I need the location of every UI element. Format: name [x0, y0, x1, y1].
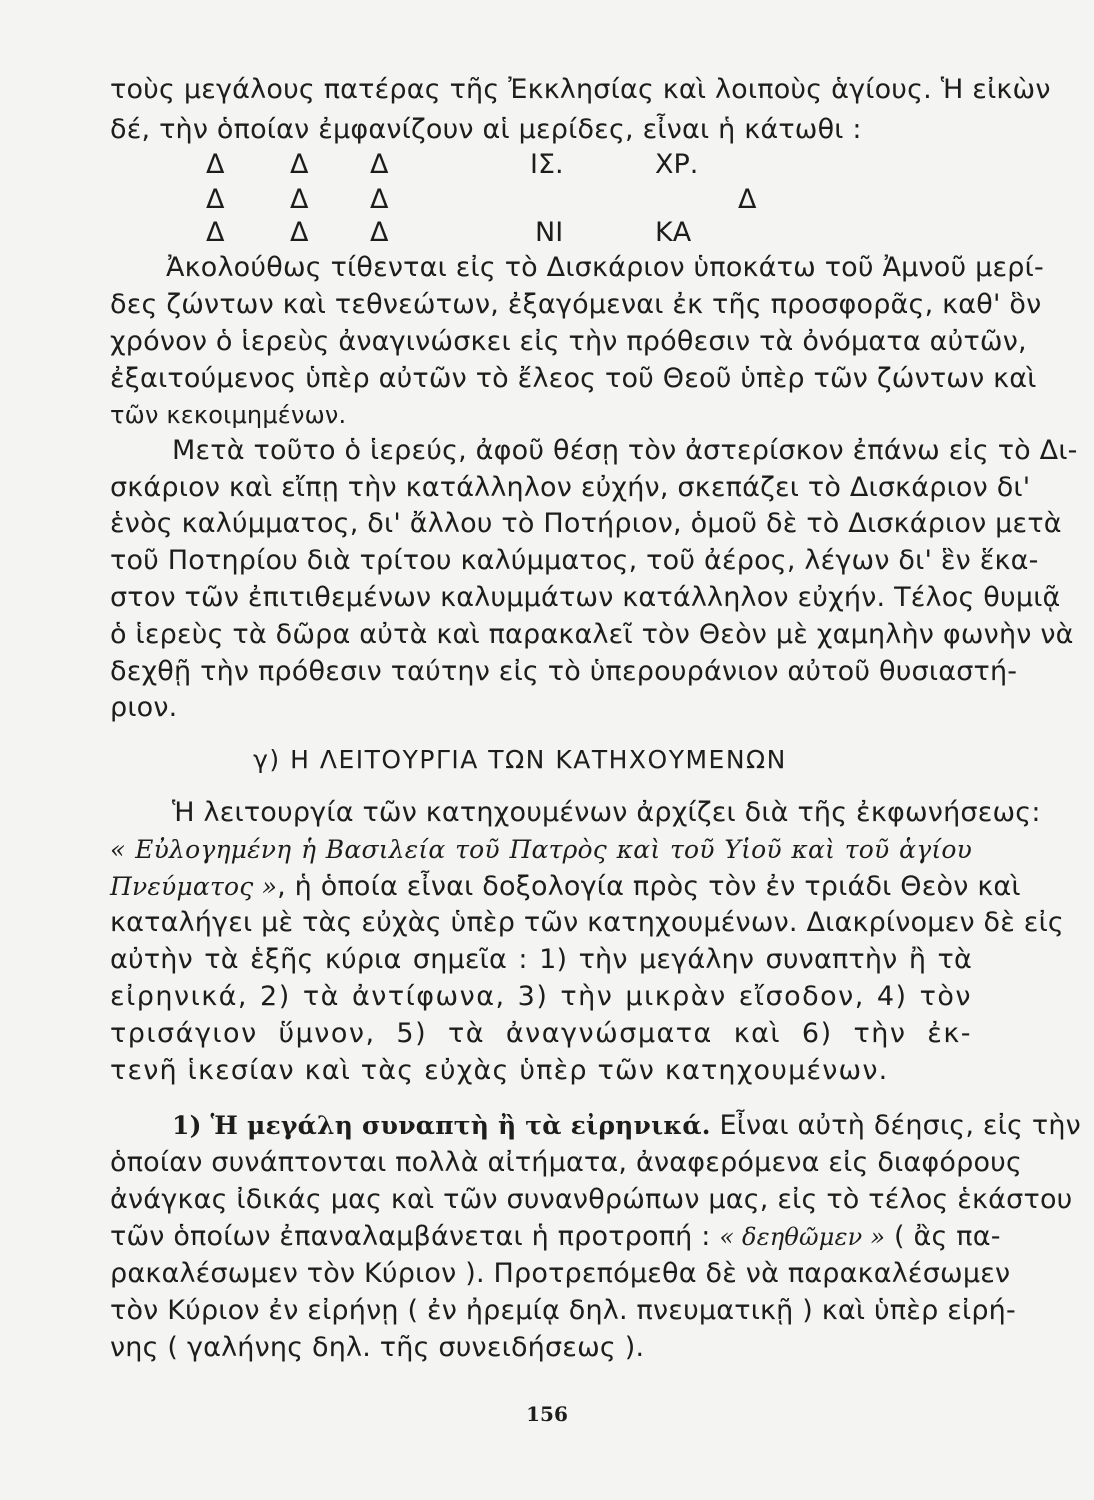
grid-cell: Δ [206, 149, 225, 180]
quote: « δεηθῶμεν » [719, 1223, 886, 1251]
text-line: ἐξαιτούμενος ὑπὲρ αὐτῶν τὸ ἔλεος τοῦ Θεοῦ ὑπὲρ τῶν ζώντων καὶ [110, 363, 1037, 394]
text-line: αὐτὴν τὰ ἑξῆς κύρια σημεῖα : 1) τὴν μεγάλην συναπτὴν ἢ τὰ [110, 944, 972, 975]
text-line: τὸν Κύριον ἐν εἰρήνῃ ( ἐν ἠρεμίᾳ δηλ. πνευματικῇ ) καὶ ὑπὲρ εἰρή- [110, 1295, 1016, 1326]
text-line: δεχθῇ τὴν πρόθεσιν ταύτην εἰς τὸ ὑπερουράνιον αὐτοῦ θυσιαστή- [110, 656, 1018, 687]
grid-cell: ΧΡ. [655, 149, 699, 180]
text-line: τενῆ ἱκεσίαν καὶ τὰς εὐχὰς ὑπὲρ τῶν κατηχουμένων. [110, 1055, 889, 1086]
text-line: τοὺς μεγάλους πατέρας τῆς Ἐκκλησίας καὶ λοιποὺς ἁγίους. Ἡ εἰκὼν [110, 74, 1051, 105]
grid-cell: Δ [370, 149, 389, 180]
grid-cell: ΙΣ. [530, 149, 564, 180]
grid-cell: ΚΑ [655, 217, 692, 248]
grid-cell: Δ [290, 184, 309, 215]
text-line: Μετὰ τοῦτο ὁ ἱερεύς, ἀφοῦ θέσῃ τὸν ἀστερίσκον ἐπάνω εἰς τὸ Δι- [172, 435, 1078, 466]
grid-cell: Δ [738, 184, 757, 215]
text-line: νης ( γαλήνης δηλ. τῆς συνειδήσεως ). [110, 1332, 645, 1363]
text-span: , ἡ ὁποία εἶναι δοξολογία πρὸς τὸν ἐν τριάδι Θεὸν καὶ [277, 871, 1021, 902]
text-span: τῶν ὁποίων ἐπαναλαμβάνεται ἡ προτροπή : [110, 1221, 720, 1252]
text-line: δες ζώντων καὶ τεθνεώτων, ἐξαγόμεναι ἐκ τῆς προσφορᾶς, καθ' ὃν [110, 289, 1042, 320]
grid-cell: Δ [290, 217, 309, 248]
text-line: δέ, τὴν ὁποίαν ἐμφανίζουν αἱ μερίδες, εἶναι ἡ κάτωθι : [110, 114, 862, 145]
text-line: ἑνὸς καλύμματος, δι' ἄλλου τὸ Ποτήριον, ὁμοῦ δὲ τὸ Δισκάριον μετὰ [110, 508, 1062, 539]
text-line: χρόνον ὁ ἱερεὺς ἀναγινώσκει εἰς τὴν πρόθεσιν τὰ ὀνόματα αὐτῶν, [110, 326, 1027, 357]
text-line: ριον. [110, 692, 178, 723]
text-line: Ἡ λειτουργία τῶν κατηχουμένων ἀρχίζει διὰ τῆς ἐκφωνήσεως: [172, 797, 1041, 828]
text-line [110, 1219, 1001, 1255]
quote-end: Πνεύματος » [110, 872, 278, 901]
text-line: εἰρηνικά, 2) τὰ ἀντίφωνα, 3) τὴν μικρὰν εἴσοδον, 4) τὸν [110, 981, 972, 1012]
page-number: 156 [526, 1402, 568, 1426]
text-line: τῶν κεκοιμημένων. [110, 401, 347, 429]
text-line: σκάριον καὶ εἴπῃ τὴν κατάλληλον εὐχήν, σκεπάζει τὸ Δισκάριον δι' [110, 472, 1031, 503]
subheading: 1) Ἡ μεγάλη συναπτὴ ἢ τὰ εἰρηνικά. [172, 1111, 711, 1140]
text-line: Ἀκολούθως τίθενται εἰς τὸ Δισκάριον ὑποκάτω τοῦ Ἀμνοῦ μερί- [166, 252, 1044, 283]
text-line [172, 1108, 1081, 1144]
grid-cell: ΝΙ [535, 217, 564, 248]
text-line: ἀνάγκας ἰδικάς μας καὶ τῶν συνανθρώπων μας, εἰς τὸ τέλος ἑκάστου [110, 1184, 1073, 1215]
grid-cell: Δ [206, 217, 225, 248]
text-line: ὁποίαν συνάπτονται πολλὰ αἰτήματα, ἀναφερόμενα εἰς διαφόρους [110, 1147, 1023, 1178]
grid-cell: Δ [206, 184, 225, 215]
text-line: καταλήγει μὲ τὰς εὐχὰς ὑπὲρ τῶν κατηχουμένων. Διακρίνομεν δὲ εἰς [110, 907, 1064, 938]
grid-cell: Δ [370, 217, 389, 248]
text-line: τοῦ Ποτηρίου διὰ τρίτου καλύμματος, τοῦ ἀέρος, λέγων δι' ἓν ἕκα- [110, 545, 1039, 576]
text-line [110, 869, 1021, 905]
text-line: στον τῶν ἐπιτιθεμένων καλυμμάτων κατάλληλον εὐχήν. Τέλος θυμιᾷ [110, 582, 1061, 613]
section-heading: γ) Η ΛΕΙΤΟΥΡΓΙΑ ΤΩΝ ΚΑΤΗΧΟΥΜΕΝΩΝ [253, 745, 787, 774]
text-line: ὁ ἱερεὺς τὰ δῶρα αὐτὰ καὶ παρακαλεῖ τὸν Θεὸν μὲ χαμηλὴν φωνὴν νὰ [110, 619, 1074, 650]
text-line: τρισάγιον ὕμνον, 5) τὰ ἀναγνώσματα καὶ 6) τὴν ἐκ- [110, 1018, 972, 1049]
text-span: ( ἂς πα- [885, 1221, 1001, 1252]
text-line: ρακαλέσωμεν τὸν Κύριον ). Προτρεπόμεθα δὲ νὰ παρακαλέσωμεν [110, 1258, 1011, 1289]
text-span: Εἶναι αὐτὴ δέησις, εἰς τὴν [710, 1110, 1081, 1141]
text-line: « Εὐλογημένη ἡ Βασιλεία τοῦ Πατρὸς καὶ τοῦ Υἱοῦ καὶ τοῦ ἁγίου [110, 835, 972, 864]
grid-cell: Δ [290, 149, 309, 180]
grid-cell: Δ [370, 184, 389, 215]
